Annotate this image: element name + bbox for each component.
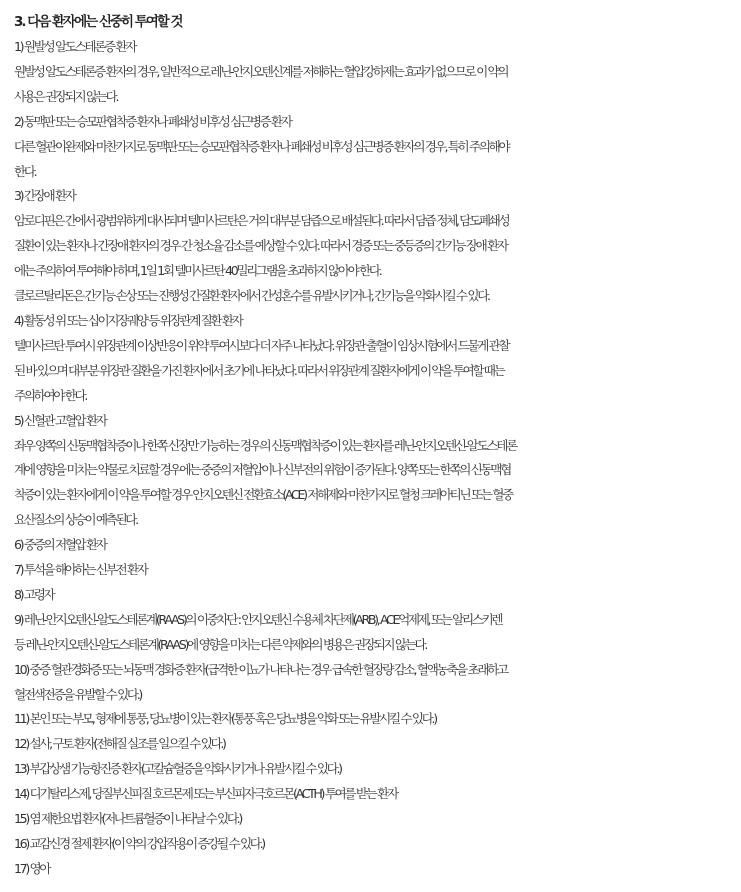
text-line: 암로디핀은 간에서 광범위하게 대사되며 텔미사르탄은 거의 대부분 담즙으로 배설된다. 따라서 담즙 정체, 담도폐쇄성 — [14, 213, 509, 229]
text-line: 5) 신혈관 고혈압 환자 — [14, 412, 106, 428]
text-line: 등 레닌-안지오텐신-알도스테론계(RAAS)에 영향을 미치는 다른 약제와의 병용은 권장되지 않는다. — [14, 636, 426, 652]
text-line: 착증이 있는 환자에게 이 약을 투여할 경우 안지오텐신 전환효소(ACE) 저해제와 마찬가지로 혈청 크레아티닌 또는 혈중 — [14, 487, 512, 503]
text-line: 한다. — [14, 163, 36, 179]
text-line: 8) 고령자 — [14, 586, 54, 602]
text-line: 요산질소의 상승이 예측된다. — [14, 512, 137, 528]
section-title: 3. 다음 환자에는 신중히 투여할 것 — [14, 14, 182, 30]
text-line: 질환이 있는 환자나 간장애 환자의 경우 간 청소율 감소를 예상할 수 있다. 따라서 경증 또는 중등증의 간기능 장애 환자 — [14, 238, 507, 254]
text-line: 다른 혈관이완제와 마찬가지로 동맥판 또는 승모판협착증 환자나 폐쇄성 비후성 심근병증 환자의 경우, 특히 주의해야 — [14, 138, 509, 154]
text-line: 1) 원발성 알도스테론증 환자 — [14, 39, 136, 54]
text-line: 클로르탈리돈은 간기능 손상 또는 진행성 간질환 환자에서 간성혼수를 유발시키거나, 간기능을 악화시킬 수 있다. — [14, 288, 489, 304]
text-line: 계에 영향을 미치는 약물로 치료할 경우에는 중증의 저혈압이나 신부전의 위험이 증가된다. 양쪽 또는 한쪽의 신동맥협 — [14, 462, 510, 478]
text-line: 12) 설사, 구토 환자(전해질 실조를 일으킬 수 있다.) — [14, 736, 225, 752]
text-line: 된 바 있으며 대부분 위장관 질환을 가진 환자에서 초기에 나타났다. 따라서 위장관계 질환자에게 이 약을 투여할 때는 — [14, 362, 504, 378]
text-line: 10) 중증 혈관경화증 또는 뇌동맥 경화증 환자(급격한 이뇨가 나타나는 경우 급속한 혈장량 감소, 혈액농축을 초래하고 — [14, 661, 507, 677]
text-line: 주의하여야 한다. — [14, 387, 87, 403]
text-line: 9) 레닌-안지오텐신-알도스테론계(RAAS)의 이중차단 : 안지오텐신 수용체 차단제(ARB), ACE억제제, 또는 알리스키렌 — [14, 611, 502, 627]
text-line: 6) 중증의 저혈압 환자 — [14, 537, 106, 553]
text-line: 4) 활동성 위 또는 십이지장궤양 등 위장관계 질환 환자 — [14, 312, 242, 328]
text-line: 15) 염 제한요법 환자(저나트륨혈증이 나타날 수 있다.) — [14, 811, 241, 827]
text-line: 혈전색전증을 유발할 수 있다.) — [14, 686, 141, 702]
document-body — [14, 35, 741, 882]
text-line: 14) 디기탈리스제, 당질부신피질 호르몬제 또는 부신피자극호르몬(ACTH) 투여를 받는 환자 — [14, 786, 397, 802]
text-line: 3) 간장애 환자 — [14, 188, 75, 204]
text-line: 사용은 권장되지 않는다. — [14, 88, 118, 104]
text-line: 좌우 양쪽의 신동맥협착증이나 한쪽 신장만 기능하는 경우의 신동맥협착증이 있는 환자를 레닌-안지오텐신-알도스테론 — [14, 437, 516, 453]
text-line: 7) 투석을 해야하는 신부전 환자 — [14, 562, 147, 578]
text-line: 원발성 알도스테론증 환자의 경우, 일반적으로 레닌-안지오텐신계를 저해하는 혈압강하제는 효과가 없으므로 이 약의 — [14, 63, 508, 79]
text-line: 텔미사르탄 투여시 위장관계 이상반응이 위약 투여시보다 더 자주 나타났다. 위장관 출혈이 임상시험에서 드물게 관찰 — [14, 337, 509, 353]
text-line: 16) 교감신경 절제 환자(이 약의 강압작용이 증강될 수 있다.) — [14, 836, 264, 851]
text-line: 에는 주의하여 투여해야 하며, 1일 1회 텔미사르탄 40밀리그램을 초과하지 않아야 한다. — [14, 263, 381, 279]
text-line: 11) 본인 또는 부모, 형제에 통풍, 당뇨병이 있는 환자(통풍 혹은 당뇨병을 악화 또는 유발시킬 수 있다.) — [14, 711, 436, 727]
text-line: 13) 부갑상샘 기능항진증 환자(고칼슘혈증을 악화시키거나 유발시킬 수 있다.) — [14, 761, 341, 777]
text-line: 17) 영아 — [14, 860, 50, 876]
text-line: 2) 동맥판 또는 승모판협착증 환자나 폐쇄성 비후성 심근병증 환자 — [14, 113, 291, 129]
